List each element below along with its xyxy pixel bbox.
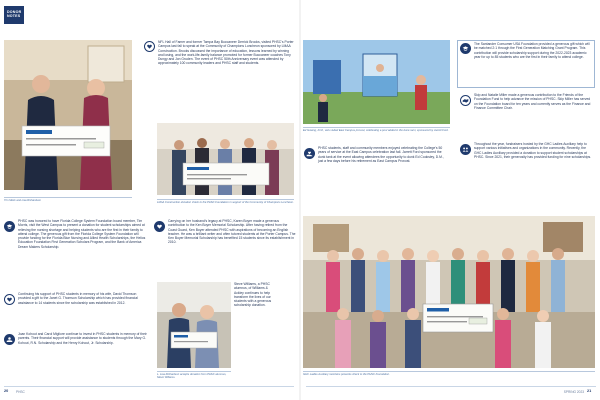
caption-rule bbox=[303, 127, 450, 128]
section-badge bbox=[4, 6, 24, 24]
group-check-photo-art bbox=[157, 123, 294, 195]
footer-label-right: SPRING 2023 bbox=[563, 389, 584, 394]
hand-coin-icon bbox=[4, 334, 15, 345]
photo-caption: L. Lisa Richardson accepts donation from PHSC alumnus, Steve Williams. bbox=[157, 373, 227, 380]
ladies-auxiliary-photo bbox=[303, 216, 595, 368]
paragraph-florida-college: PHSC was honored to have Florida College System Foundation board member, Tim Morris, visit the West Campus to present a donation for student scholarships aimed at relieving the nursing shortage and helping students who are the first in their family to attend college. The generous gift from the Florida College System Foundation will provide funding for the Florida Blue Nursing and Allied Health Scholarships, the Helios Education Foundation First Generation Scholars Program, and the Bank of America Dream Makers Scholarship. bbox=[18, 219, 146, 249]
hand-heart-icon bbox=[304, 148, 315, 159]
paragraph-boyer-scholarship: Carrying on her husband’s legacy at PHSC, Karen Boyer made a generous contribution to the Ken Boyer Memorial Scholarship. After having retired from the Coast Guard, Ken Boyer attended PHSC with aspirations of becoming an English teacher. He was a brilliant writer and often tutored students at the Porter Campus. The Ken Boyer Memorial Scholarship has benefited 15 students since its establishment in 2010. bbox=[168, 219, 296, 245]
check-presentation-photo-art bbox=[4, 40, 132, 190]
caption-rule bbox=[303, 371, 595, 372]
community-icon bbox=[460, 144, 471, 155]
page-gutter bbox=[299, 0, 301, 400]
section-badge-line1: DONOR bbox=[7, 10, 22, 14]
handshake-icon bbox=[460, 95, 471, 106]
page-number-left: 20 bbox=[4, 389, 9, 393]
footer-rule-right bbox=[306, 386, 596, 387]
group-check-photo bbox=[157, 123, 294, 195]
photo-caption: Ed Gowing, D.M., vets visited East Campus provost, celebrating a pool added in the dune rami, sponsored by Jarrett Ford. bbox=[303, 129, 449, 132]
paragraph-community-champions: NFL Hall of Famer and former Tampa Bay Buccaneer Derrick Brooks, visited PHSC’s Porter Campus last fall to speak at the Community of Champions Luncheon sponsored by LMAA Construction. Brooks discussed the importance of education, lessons learned by winning and losing, and the work-life-family balance promoted for former Buccaneer coaches Tony Dungy and Jon Gruden. The event of PHSC 50th Anniversary event was attended by approximately 100 community leaders and PHSC staff and students. bbox=[158, 40, 294, 66]
gift-heart-icon bbox=[154, 221, 165, 232]
section-badge-line2: NOTES bbox=[7, 14, 21, 19]
heart-hand-icon bbox=[144, 41, 155, 52]
dunk-tank-photo bbox=[303, 40, 450, 124]
paragraph-skip-miller: Skip and Natalie Miller made a generous contribution to the Friends of the Foundation Fund to help advance the mission of PHSC. Skip Miller has served on the Foundation board for ten years and currently serves as the Finance and Finance Committee Chair. bbox=[474, 93, 591, 110]
paragraph-east-campus-celebration: PHSC students, staff and community members enjoyed celebrating the College’s 50 years of service at the East Campus celebration last fall. Jarrett Ford sponsored the dunk tank at the event allowing attendees the opportunity to dunk Ed Cooksley, D.M., just a few days before his retirement as East Campus Provost. bbox=[318, 146, 444, 163]
caption-rule bbox=[157, 199, 294, 200]
paragraph-steve-williams: Steve Williams, a PHSC alumnus, of Williams & Ackley continues to help transform the lives of our students with a generous scholarship donation. bbox=[234, 282, 272, 308]
page-number-right: 21 bbox=[587, 389, 592, 393]
caption-rule bbox=[157, 371, 231, 372]
ladies-auxiliary-photo-art bbox=[303, 216, 595, 368]
photo-caption: Tim Meck and Lisa Richardson bbox=[4, 199, 41, 202]
footer-label-left: PHSC bbox=[16, 389, 25, 394]
photo-caption: GHC Ladies Auxiliary members presents check to the PHSC Foundation. bbox=[303, 373, 390, 376]
footer-rule-left bbox=[4, 386, 294, 387]
check-presentation-photo bbox=[4, 40, 132, 190]
paragraph-santander: The Santander Consumer USA Foundation provided a generous gift which will be matched 2:1 through the First Generation Matching Grant Program. This contribution will provide scholarship support during the 2022-2023 academic year for up to 85 students who are the first in their family to attend college. bbox=[474, 42, 590, 59]
scholarship-icon bbox=[460, 43, 471, 54]
paragraph-ghc-ladies: Throughout the year, fundraisers hosted by the GHC Ladies Auxiliary help to support various initiatives and organizations in the community. Recently, the GHC Ladies Auxiliary provided a donation to support student scholarships at PHSC. Since 2021, their generosity has provided funding for nine scholarships. bbox=[474, 142, 592, 159]
memory-heart-icon bbox=[4, 294, 15, 305]
williams-donation-photo-art bbox=[157, 282, 231, 368]
dunk-tank-photo-art bbox=[303, 40, 450, 124]
williams-donation-photo bbox=[157, 282, 231, 368]
paragraph-kohout: Joan Kohout and Carol Migliore continue to invest in PHSC students in memory of their parents. Their financial support will provide assistance to students through the Mary G. Kohout, R.N. Scholarship and the Henry Kohout, Jr. Scholarship. bbox=[18, 332, 147, 345]
caption-rule bbox=[4, 197, 132, 198]
photo-caption: LMAA Construction donation check to the PHSC Foundation in support of the Community of Champions Luncheon. bbox=[157, 201, 294, 204]
paragraph-thomson-scholarship: Continuing his support of PHSC students in memory of his wife, David Thomson provided a gift to the Janet G. Thomson Scholarship which has provided financial assistance to 14 students since the scholarship was established in 2012. bbox=[18, 292, 138, 305]
graduation-cap-icon bbox=[4, 221, 15, 232]
